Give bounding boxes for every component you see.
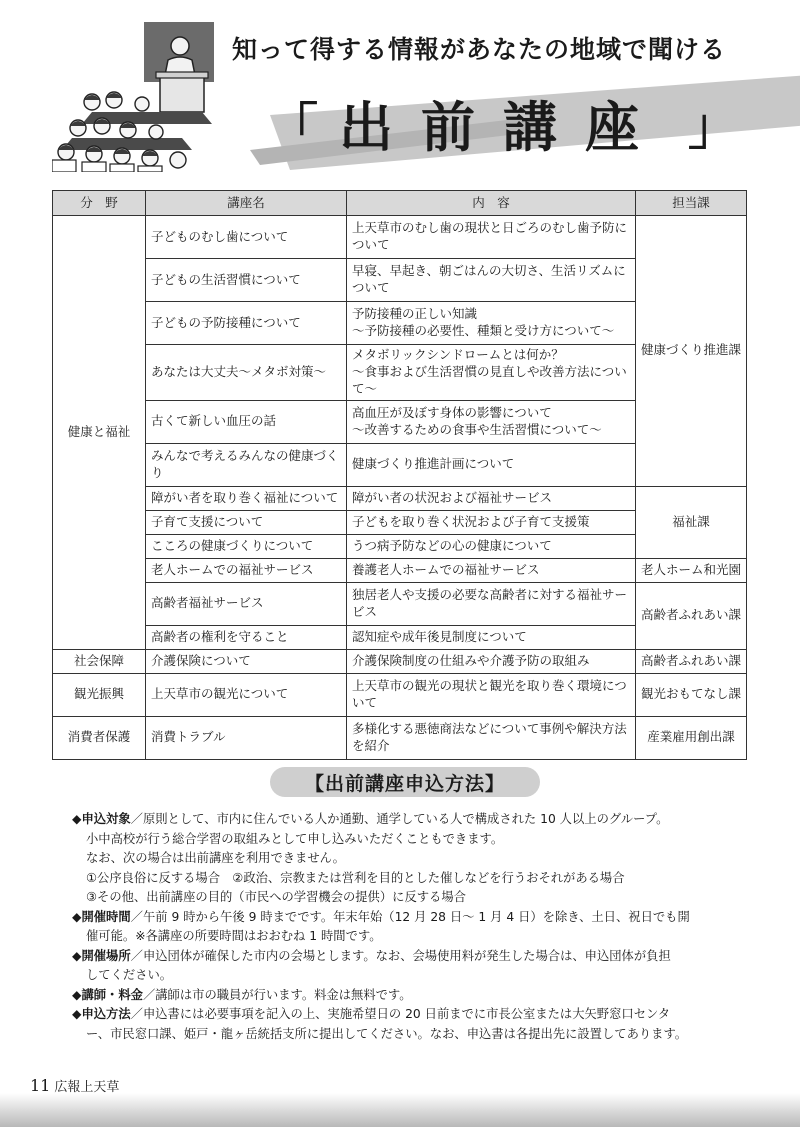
- field-cell: 社会保障: [53, 649, 146, 673]
- page-title: [268, 88, 738, 158]
- header-field: 分 野: [53, 191, 146, 216]
- content-cell: 養護老人ホームでの福祉サービス: [347, 558, 636, 582]
- page-number: 11: [30, 1076, 51, 1095]
- title-bracket-open: 「: [268, 98, 318, 156]
- content-cell: 健康づくり推進計画について: [347, 443, 636, 486]
- publication-name: 広報上天草: [54, 1080, 120, 1095]
- content-cell: 早寝、早起き、朝ごはんの大切さ、生活リズムについて: [347, 259, 636, 302]
- table-header-row: [53, 191, 747, 216]
- content-cell: 上天草市のむし歯の現状と日ごろのむし歯予防について: [347, 216, 636, 259]
- howto-section: [72, 810, 742, 1044]
- content-cell: 多様化する悪徳商法などについて事例や解決方法を紹介: [347, 716, 636, 759]
- table-row: [53, 486, 747, 510]
- title-text: 出前講座: [339, 95, 667, 159]
- table-row: [53, 216, 747, 259]
- footer-bar: [0, 1093, 800, 1127]
- lecture-name-cell: こころの健康づくりについて: [146, 534, 347, 558]
- content-cell: 上天草市の観光の現状と観光を取り巻く環境について: [347, 673, 636, 716]
- department-cell: 高齢者ふれあい課: [636, 582, 747, 649]
- howto-target-label: ◆申込対象: [72, 812, 131, 826]
- title-bracket-close: 」: [688, 98, 738, 156]
- header-lecture-name: 講座名: [146, 191, 347, 216]
- howto-method-line: ー、市民窓口課、姫戸・龍ヶ岳統括支所に提出してください。なお、申込書は各提出先に設置してあります。: [86, 1026, 688, 1041]
- howto-target-line: ③その他、出前講座の目的（市民への学習機会の提供）に反する場合: [86, 890, 466, 904]
- howto-time-label: ◆開催時間: [72, 909, 131, 924]
- content-cell: 高血圧が及ぼす身体の影響について ～改善するための食事や生活習慣について～: [347, 400, 636, 443]
- department-cell: 観光おもてなし課: [636, 673, 747, 716]
- lecture-name-cell: 子どもの予防接種について: [146, 302, 347, 345]
- howto-place: [72, 947, 742, 967]
- howto-place-line: してください。: [86, 968, 173, 982]
- footer: [30, 1076, 119, 1095]
- howto-time-line: 催可能。※各講座の所要時間はおおむね 1 時間です。: [86, 929, 382, 943]
- department-cell: 高齢者ふれあい課: [636, 649, 747, 673]
- header-subtitle: 知って得する情報があなたの地域で聞ける: [232, 35, 727, 64]
- lecture-name-cell: 障がい者を取り巻く福祉について: [146, 486, 347, 510]
- lecture-name-cell: 老人ホームでの福祉サービス: [146, 558, 347, 582]
- header-content: 内 容: [347, 191, 636, 216]
- page-header: [0, 0, 800, 182]
- table-row: [53, 649, 747, 673]
- content-cell: うつ病予防などの心の健康について: [347, 534, 636, 558]
- howto-method-text: ／申込書には必要事項を記入の上、実施希望日の 20 日前までに市長公室または大矢野窓口センタ: [130, 1007, 671, 1021]
- lecture-name-cell: 介護保険について: [146, 649, 347, 673]
- field-cell: 消費者保護: [53, 716, 146, 759]
- lecture-name-cell: 高齢者の権利を守ること: [146, 625, 347, 649]
- content-cell: 予防接種の正しい知識 ～予防接種の必要性、種類と受け方について～: [347, 302, 636, 345]
- howto-target-line: ①公序良俗に反する場合 ②政治、宗教または営利を目的とした催しなどを行うおそれがある場合: [86, 870, 625, 885]
- lecture-name-cell: 子どものむし歯について: [146, 216, 347, 259]
- lecture-name-cell: 高齢者福祉サービス: [146, 582, 347, 625]
- content-cell: 障がい者の状況および福祉サービス: [347, 486, 636, 510]
- table-row: [53, 673, 747, 716]
- howto-fee-text: ／講師は市の職員が行います。料金は無料です。: [142, 987, 412, 1002]
- howto-method: [72, 1005, 742, 1025]
- howto-time-text: ／午前 9 時から午後 9 時までです。年末年始（12 月 28 日～ 1 月 4 日）を除き、土日、祝日でも開: [130, 909, 690, 924]
- lecture-name-cell: 子育て支援について: [146, 510, 347, 534]
- table-header: [53, 191, 747, 216]
- lecture-name-cell: 子どもの生活習慣について: [146, 259, 347, 302]
- howto-target: [72, 810, 742, 830]
- department-cell: 産業雇用創出課: [636, 716, 747, 759]
- howto-target-line: なお、次の場合は出前講座を利用できません。: [86, 851, 345, 865]
- howto-method-label: ◆申込方法: [72, 1007, 131, 1021]
- lecture-audience-illustration: [52, 20, 252, 172]
- table-row: [53, 716, 747, 759]
- howto-time: [72, 908, 742, 928]
- howto-fee: [72, 986, 742, 1006]
- howto-place-label: ◆開催場所: [72, 948, 131, 963]
- howto-heading-block: [270, 765, 540, 799]
- lecture-name-cell: 消費トラブル: [146, 716, 347, 759]
- field-cell: 観光振興: [53, 673, 146, 716]
- department-cell: 福祉課: [636, 486, 747, 558]
- content-cell: メタボリックシンドロームとは何か？ ～食事および生活習慣の見直しや改善方法について～: [347, 345, 636, 401]
- department-cell: 老人ホーム和光園: [636, 558, 747, 582]
- howto-fee-label: ◆講師・料金: [72, 987, 143, 1002]
- howto-heading: 【出前講座申込方法】: [304, 773, 505, 795]
- table-row: [53, 558, 747, 582]
- howto-target-text: ／原則として、市内に住んでいる人か通勤、通学している人で構成された 10 人以上のグループ。: [130, 812, 669, 826]
- lecture-name-cell: 古くて新しい血圧の話: [146, 400, 347, 443]
- content-cell: 独居老人や支援の必要な高齢者に対する福祉サービス: [347, 582, 636, 625]
- howto-place-text: ／申込団体が確保した市内の会場とします。なお、会場使用料が発生した場合は、申込団体が負担: [130, 948, 671, 963]
- lecture-name-cell: みんなで考えるみんなの健康づくり: [146, 443, 347, 486]
- howto-target-line: 小中高校が行う総合学習の取組みとして申し込みいただくこともできます。: [86, 831, 504, 846]
- table-body: [53, 216, 747, 760]
- department-cell: 健康づくり推進課: [636, 216, 747, 487]
- lecture-name-cell: 上天草市の観光について: [146, 673, 347, 716]
- content-cell: 子どもを取り巻く状況および子育て支援策: [347, 510, 636, 534]
- header-department: 担当課: [636, 191, 747, 216]
- table-row: [53, 582, 747, 625]
- field-cell: 健康と福祉: [53, 216, 146, 650]
- content-cell: 認知症や成年後見制度について: [347, 625, 636, 649]
- content-cell: 介護保険制度の仕組みや介護予防の取組み: [347, 649, 636, 673]
- lecture-name-cell: あなたは大丈夫～メタボ対策～: [146, 345, 347, 401]
- lecture-table: [52, 190, 747, 760]
